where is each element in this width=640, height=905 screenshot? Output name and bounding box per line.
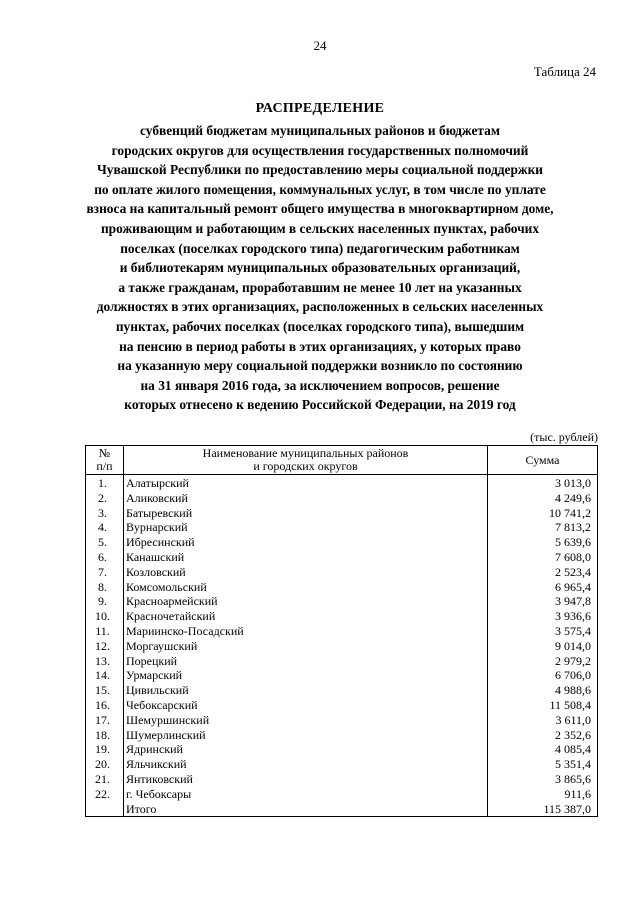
subtitle-line: Чувашской Республики по предоставлению меры социальной поддержки [96,162,544,178]
row-sum: 3 013,0 [488,475,598,491]
header-name-line: и городских округов [253,459,358,473]
subtitle-line: взноса на капитальный ремонт общего имущества в многоквартирном доме, [86,201,554,217]
row-number: 15. [86,683,124,698]
row-number: 18. [86,728,124,743]
row-sum: 3 611,0 [488,713,598,728]
row-name: Ибресинский [124,535,488,550]
row-sum: 2 979,2 [488,654,598,669]
total-row [86,802,598,817]
table-row [86,668,598,683]
row-sum: 6 965,4 [488,580,598,595]
row-number: 10. [86,609,124,624]
row-sum: 3 865,6 [488,772,598,787]
total-sum: 115 387,0 [488,802,598,817]
table-row [86,506,598,521]
row-name: Аликовский [124,491,488,506]
table-row [86,787,598,802]
subtitle-line: которых отнесено к ведению Российской Федерации, на 2019 год [124,397,516,413]
row-number: 5. [86,535,124,550]
row-number: 17. [86,713,124,728]
row-number: 21. [86,772,124,787]
row-number: 22. [86,787,124,802]
table-row [86,639,598,654]
row-number: 3. [86,506,124,521]
row-sum: 6 706,0 [488,668,598,683]
header-number-line: п/п [96,459,113,473]
document-subtitle [80,121,560,415]
table-row [86,757,598,772]
row-name: Вурнарский [124,520,488,535]
table-row [86,698,598,713]
subtitle-line: по оплате жилого помещения, коммунальных услуг, в том числе по уплате [94,181,546,197]
header-name [124,446,488,475]
subtitle-line: на пенсию в период работы в этих организациях, у которых право [119,338,521,354]
row-name: Шумерлинский [124,728,488,743]
row-sum: 9 014,0 [488,639,598,654]
row-number: 7. [86,565,124,580]
page-number: 24 [313,38,327,53]
row-number: 16. [86,698,124,713]
row-sum: 5 351,4 [488,757,598,772]
row-name: Ядринский [124,742,488,757]
table-row [86,520,598,535]
row-name: Цивильский [124,683,488,698]
row-name: Красночетайский [124,609,488,624]
table-row [86,772,598,787]
table-row [86,609,598,624]
row-sum: 4 988,6 [488,683,598,698]
row-sum: 2 352,6 [488,728,598,743]
row-number: 8. [86,580,124,595]
header-number-line: № [98,446,111,460]
table-row [86,683,598,698]
units-label: (тыс. рублей) [530,430,598,444]
row-name: Козловский [124,565,488,580]
subtitle-line: проживающим и работающим в сельских населенных пунктах, рабочих [100,220,540,236]
subtitle-line: и библиотекарям муниципальных образовательных организаций, [119,260,521,276]
table-row [86,654,598,669]
table-row [86,728,598,743]
subtitle-line: городских округов для осуществления государственных полномочий [111,142,529,158]
subtitle-line: поселках (поселках городского типа) педагогическим работникам [120,240,520,256]
row-number: 11. [86,624,124,639]
table-label: Таблица 24 [533,64,596,79]
row-sum: 4 249,6 [488,491,598,506]
table-row [86,713,598,728]
row-name: Шемуршинский [124,713,488,728]
row-name: Батыревский [124,506,488,521]
table-row [86,594,598,609]
subtitle-line: на указанную меру социальной поддержки возникло по состоянию [117,358,523,374]
row-name: Янтиковский [124,772,488,787]
subtitle-line: пунктах, рабочих поселках (поселках городского типа), вышедшим [115,318,525,334]
table-row [86,550,598,565]
row-number: 1. [86,475,124,491]
table-row [86,535,598,550]
document-title: РАСПРЕДЕЛЕНИЕ [255,101,385,116]
row-name: Порецкий [124,654,488,669]
row-number: 2. [86,491,124,506]
header-number [86,446,124,475]
row-number: 20. [86,757,124,772]
table-body [86,475,598,817]
table-header-row [86,446,598,475]
row-number: 12. [86,639,124,654]
total-number-cell [86,802,124,817]
row-name: Яльчикский [124,757,488,772]
row-number: 14. [86,668,124,683]
header-sum: Сумма [488,446,598,475]
subtitle-line: а также гражданам, проработавшим не менее 10 лет на указанных [118,279,522,295]
row-sum: 3 947,8 [488,594,598,609]
row-sum: 7 608,0 [488,550,598,565]
row-name: Канашский [124,550,488,565]
table-row [86,491,598,506]
table-row [86,580,598,595]
row-name: г. Чебоксары [124,787,488,802]
row-name: Урмарский [124,668,488,683]
subtitle-line: субвенций бюджетам муниципальных районов и бюджетам [140,123,500,138]
row-sum: 10 741,2 [488,506,598,521]
subtitle-line: на 31 января 2016 года, за исключением вопросов, решение [140,377,500,393]
table-row [86,565,598,580]
row-sum: 4 085,4 [488,742,598,757]
row-number: 4. [86,520,124,535]
row-name: Алатырский [124,475,488,491]
total-label: Итого [124,802,488,817]
row-number: 19. [86,742,124,757]
row-name: Красноармейский [124,594,488,609]
subtitle-line: должностях в этих организациях, расположенных в сельских населенных [96,299,544,315]
subvention-table [85,445,598,817]
row-sum: 3 936,6 [488,609,598,624]
row-name: Комсомольский [124,580,488,595]
row-sum: 11 508,4 [488,698,598,713]
row-sum: 911,6 [488,787,598,802]
row-number: 6. [86,550,124,565]
row-name: Чебоксарский [124,698,488,713]
row-sum: 7 813,2 [488,520,598,535]
row-sum: 2 523,4 [488,565,598,580]
row-name: Мариинско-Посадский [124,624,488,639]
table-row [86,624,598,639]
row-number: 13. [86,654,124,669]
row-sum: 5 639,6 [488,535,598,550]
table-row [86,475,598,491]
row-sum: 3 575,4 [488,624,598,639]
table-row [86,742,598,757]
row-number: 9. [86,594,124,609]
row-name: Моргаушский [124,639,488,654]
header-name-line: Наименование муниципальных районов [202,446,409,460]
